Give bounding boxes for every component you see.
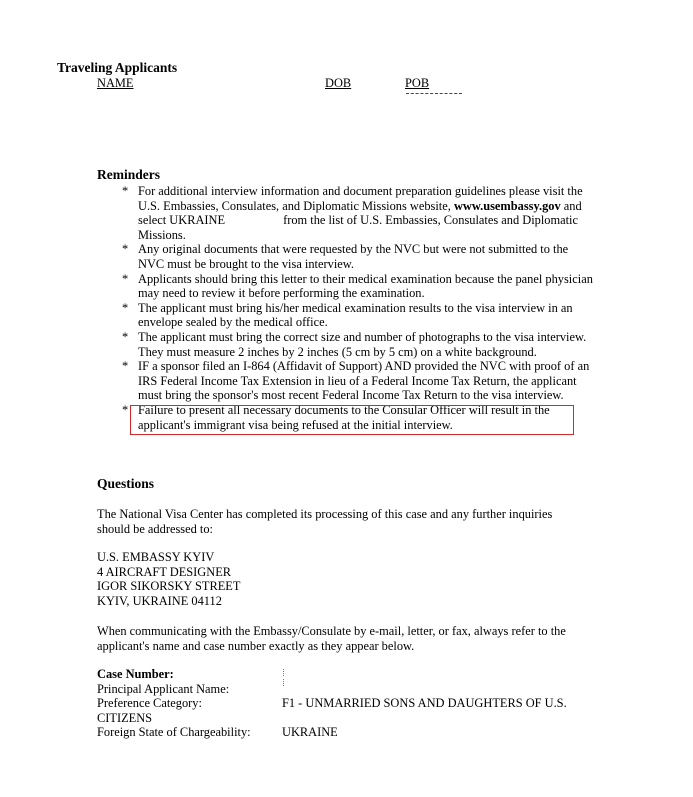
bullet-icon: * (122, 329, 129, 344)
reminder-item (97, 242, 597, 271)
embassy-address (97, 550, 240, 608)
reminder-text: IF a sponsor filed an I-864 (Affidavit of Support) AND provided the NVC with proof of an IRS Federal Income Tax Extension in lieu of a Federal Income Tax Return, the applicant must bring the sponsor's most recent Federal Income Tax Return to the visa interview. (138, 359, 590, 403)
nvc-paragraph: The National Visa Center has completed its processing of this case and any further inquiries should be addressed to: (97, 507, 553, 536)
reminders-heading: Reminders (97, 167, 160, 182)
preference-row (97, 696, 597, 711)
case-number-label: Case Number: (97, 667, 174, 681)
principal-row (97, 682, 597, 697)
chargeability-label: Foreign State of Chargeability: (97, 725, 251, 740)
bullet-icon: * (122, 271, 129, 286)
preference-label-cont: CITIZENS (97, 710, 153, 725)
bullet-icon: * (122, 402, 129, 417)
reminder-text: The applicant must bring the correct size and number of photographs to the visa interview. They must measure 2 inches by 2 inches (5 cm by 5 cm) on a white background. (138, 329, 587, 359)
bullet-icon: * (122, 242, 129, 257)
redaction-artifact (283, 679, 285, 686)
reminder-text: The applicant must bring his/her medical examination results to the visa interview in an envelope sealed by the medical office. (138, 300, 573, 330)
address-line: IGOR SIKORSKY STREET (97, 579, 241, 594)
reminder-text: Any original documents that were requested by the NVC but were not submitted to the NVC must be brought to the visa interview. (138, 242, 569, 271)
bullet-icon: * (122, 184, 129, 198)
reminder-text-pre: For additional interview information and document preparation guidelines please visit the U.S. Embassies, Consulates, and Diplomatic Missions website, (138, 184, 583, 213)
reminder-text-mid: and select UKRAINE (138, 198, 582, 228)
bullet-icon: * (122, 300, 129, 315)
column-header-dob: DOB (325, 76, 352, 90)
redaction-artifact (283, 669, 285, 676)
bullet-icon: * (122, 359, 129, 374)
principal-label: Principal Applicant Name: (97, 681, 230, 696)
chargeability-value: UKRAINE (282, 725, 338, 740)
preference-value: F1 - UNMARRIED SONS AND DAUGHTERS OF U.S. (282, 696, 567, 711)
reminder-text-post: from the list of U.S. Embassies, Consulates and Diplomatic Missions. (138, 213, 578, 242)
reminder-item (97, 184, 597, 242)
reminders-list (97, 184, 597, 432)
communication-paragraph: When communicating with the Embassy/Consulate by e-mail, letter, or fax, always refer to the applicant's name and case number exactly as they appear below. (97, 624, 566, 653)
column-header-name: NAME (97, 76, 134, 90)
preference-cont-row (97, 711, 597, 726)
reminder-text: Applicants should bring this letter to their medical examination because the panel physician may need to review it before performing the examination. (138, 271, 593, 301)
address-line: 4 AIRCRAFT DESIGNER (97, 564, 232, 579)
reminder-text: Failure to present all necessary documents to the Consular Officer will result in the applicant's immigrant visa being refused at the initial interview. (138, 402, 550, 432)
reminder-item (97, 359, 597, 403)
case-info-block (97, 667, 597, 740)
reminder-item (97, 330, 597, 359)
highlight-annotation-box (130, 402, 574, 435)
chargeability-row (97, 725, 597, 740)
column-header-pob: POB (405, 76, 430, 90)
reminder-item (97, 272, 597, 301)
questions-heading: Questions (97, 476, 155, 491)
case-number-row (97, 667, 597, 682)
usembassy-link[interactable]: www.usembassy.gov (453, 198, 561, 213)
address-line: U.S. EMBASSY KYIV (97, 550, 215, 564)
address-line: KYIV, UKRAINE 04112 (97, 593, 222, 608)
redaction-artifact (406, 93, 462, 97)
reminder-item (97, 301, 597, 330)
preference-label: Preference Category: (97, 696, 202, 711)
traveling-applicants-title: Traveling Applicants (57, 60, 178, 75)
